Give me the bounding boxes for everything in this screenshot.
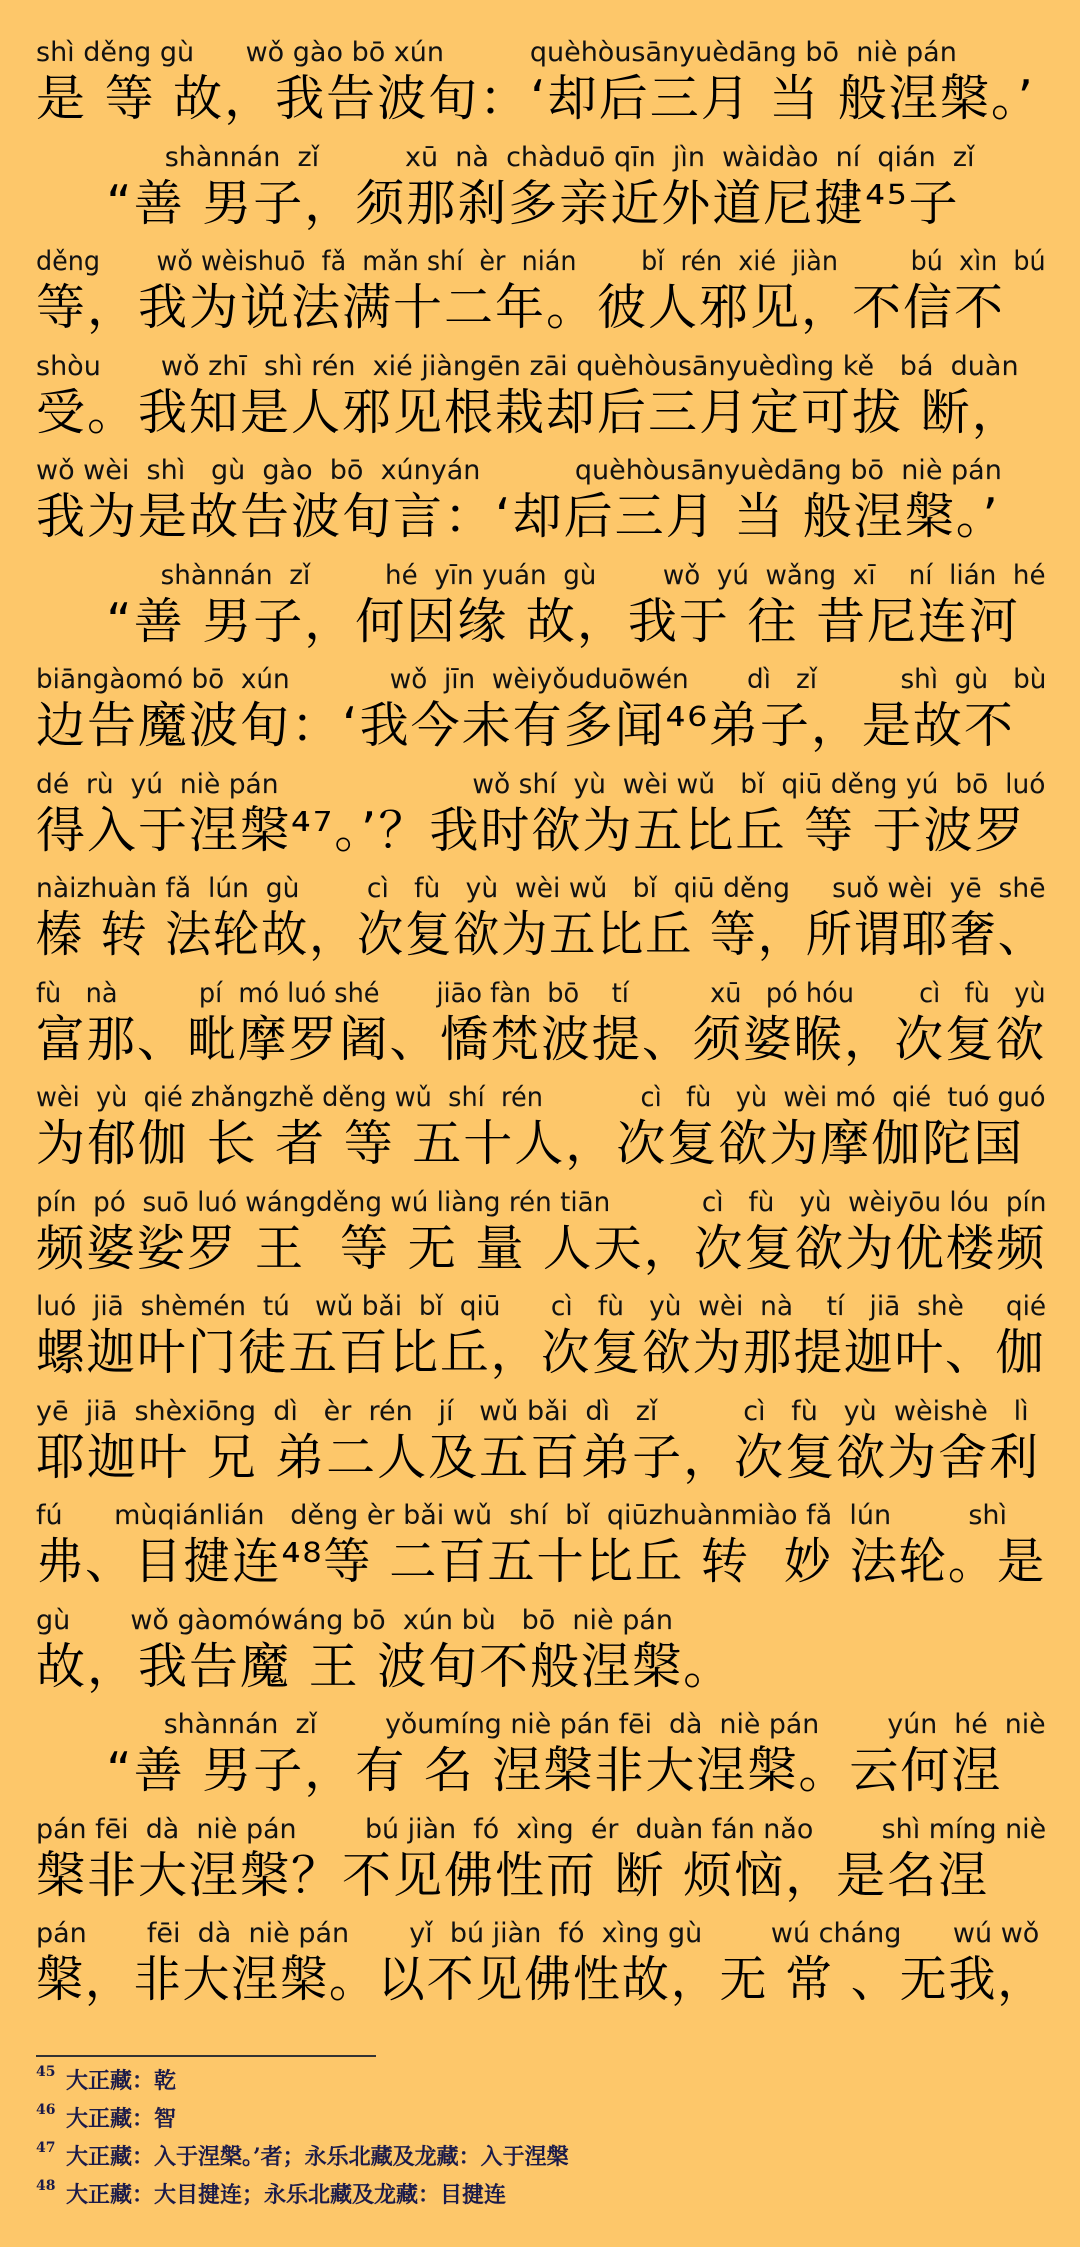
hanzi-text: 是 等 故，我告波旬：‘却后三月 当 般涅槃。’ bbox=[36, 70, 1035, 127]
hanzi-text: 耶迦叶 兄 弟二人及五百弟子，次复欲为舍利 bbox=[36, 1428, 1041, 1486]
footnotes bbox=[36, 2062, 1036, 2214]
text-line bbox=[36, 141, 1056, 246]
text-line bbox=[36, 977, 1056, 1082]
footnote-number: 46 bbox=[36, 2102, 56, 2118]
pinyin-annotation: pín pó suō luó wángděng wú liàng rén tiān cì fù yù wèiyōu lóu pín bbox=[36, 1186, 1047, 1218]
footnote-text: 大正藏：入于涅槃。’者；永乐北藏及龙藏：入于涅槃 bbox=[66, 2144, 569, 2170]
pinyin-annotation: pán fēi dà niè pán bú jiàn fó xìng ér duàn fán nǎo shì míng niè bbox=[36, 1813, 1047, 1845]
hanzi-text: 榛 转 法轮故，次复欲为五比丘 等，所谓耶奢、 bbox=[36, 906, 1046, 963]
pinyin-annotation: gù wǒ gàomówáng bō xún bù bō niè pán bbox=[36, 1604, 674, 1636]
hanzi-text: 得入于涅槃⁴⁷。’？我时欲为五比丘 等 于波罗 bbox=[36, 801, 1026, 859]
pinyin-annotation: wǒ wèi shì gù gào bō xúnyán quèhòusānyuèdāng bō niè pán bbox=[36, 455, 1002, 486]
pinyin-annotation: nàizhuàn fǎ lún gù cì fù yù wèi wǔ bǐ qiū děng suǒ wèi yē shē bbox=[36, 873, 1046, 904]
text-line bbox=[36, 1395, 1056, 1500]
pinyin-annotation: shànnán zǐ yǒumíng niè pán fēi dà niè pán yún hé niè bbox=[36, 1709, 1046, 1740]
pinyin-annotation: fú mùqiánlián děng èr bǎi wǔ shí bǐ qiūzhuànmiào fǎ lún shì bbox=[36, 1500, 1008, 1531]
hanzi-text: “善 男子，何因缘 故，我于 往 昔尼连河 bbox=[36, 592, 1020, 650]
text-line bbox=[36, 872, 1056, 977]
text-line bbox=[36, 1499, 1056, 1604]
text-line bbox=[36, 1708, 1056, 1813]
hanzi-text: 为郁伽 长 者 等 五十人，次复欲为摩伽陀国 bbox=[36, 1115, 1025, 1172]
text-line bbox=[36, 1186, 1056, 1291]
footnote-divider bbox=[36, 2055, 376, 2057]
footnote-number: 48 bbox=[36, 2178, 56, 2194]
text-line bbox=[36, 1081, 1056, 1186]
text-line bbox=[36, 1813, 1056, 1918]
footnote bbox=[36, 2138, 1036, 2176]
pinyin-annotation: dé rù yú niè pán wǒ shí yù wèi wǔ bǐ qiū děng yú bō luó bbox=[36, 768, 1046, 800]
hanzi-text: “善 男子，须那刹多亲近外道尼揵⁴⁵子 bbox=[36, 174, 960, 232]
hanzi-text: 受。我知是人邪见根栽却后三月定可拔 断， bbox=[36, 383, 1023, 441]
text-line bbox=[36, 1604, 1056, 1709]
pinyin-annotation: shòu wǒ zhī shì rén xié jiàngēn zāi quèhòusānyuèdìng kě bá duàn bbox=[36, 350, 1019, 382]
text-line bbox=[36, 1917, 1056, 2022]
pinyin-annotation: luó jiā shèmén tú wǔ bǎi bǐ qiū cì fù yù wèi nà tí jiā shè qié bbox=[36, 1291, 1047, 1322]
hanzi-text: 弗、目揵连⁴⁸等 二百五十比丘 转 妙 法轮。是 bbox=[36, 1533, 1047, 1590]
pinyin-annotation: shì děng gù wǒ gào bō xún quèhòusānyuèdāng bō niè pán bbox=[36, 37, 957, 68]
text-line bbox=[36, 36, 1056, 141]
text-line bbox=[36, 768, 1056, 873]
footnote-number: 47 bbox=[36, 2140, 56, 2156]
hanzi-text: 等，我为说法满十二年。彼人邪见，不信不 bbox=[36, 279, 1006, 336]
text-line bbox=[36, 559, 1056, 664]
footnote-number: 45 bbox=[36, 2064, 56, 2080]
footnote-text: 大正藏：乾 bbox=[66, 2068, 177, 2094]
hanzi-text: 频婆娑罗 王 等 无 量 人天，次复欲为优楼频 bbox=[36, 1219, 1047, 1277]
hanzi-text: 故，我告魔 王 波旬不般涅槃。 bbox=[36, 1637, 735, 1695]
footnote bbox=[36, 2100, 1036, 2138]
pinyin-annotation: pán fēi dà niè pán yǐ bú jiàn fó xìng gù wú cháng wú wǒ bbox=[36, 1918, 1040, 1949]
hanzi-text: 我为是故告波旬言：‘却后三月 当 般涅槃。’ bbox=[36, 488, 1000, 545]
text-line bbox=[36, 245, 1056, 350]
text-line bbox=[36, 663, 1056, 768]
footnote bbox=[36, 2062, 1036, 2100]
hanzi-text: “善 男子，有 名 涅槃非大涅槃。云何涅 bbox=[36, 1742, 1003, 1799]
pinyin-annotation: fù nà pí mó luó shé jiāo fàn bō tí xū pó hóu cì fù yù bbox=[36, 977, 1046, 1009]
pinyin-annotation: biāngàomó bō xún wǒ jīn wèiyǒuduōwén dì zǐ shì gù bù bbox=[36, 664, 1047, 695]
footnote bbox=[36, 2176, 1036, 2214]
pinyin-annotation: yē jiā shèxiōng dì èr rén jí wǔ bǎi dì zǐ cì fù yù wèishè lì bbox=[36, 1395, 1029, 1427]
hanzi-text: 富那、毗摩罗阇、憍梵波提、须婆睺，次复欲 bbox=[36, 1010, 1047, 1068]
hanzi-text: 槃，非大涅槃。以不见佛性故，无 常 、无我， bbox=[36, 1951, 1047, 2008]
hanzi-text: 边告魔波旬：‘我今未有多闻⁴⁶弟子，是故不 bbox=[36, 697, 1015, 754]
pinyin-annotation: shànnán zǐ xū nà chàduō qīn jìn wàidào ní qián zǐ bbox=[36, 141, 975, 173]
footnote-text: 大正藏：大目揵连；永乐北藏及龙藏：目揵连 bbox=[66, 2182, 507, 2208]
footnote-text: 大正藏：智 bbox=[66, 2106, 177, 2132]
text-line bbox=[36, 454, 1056, 559]
hanzi-text: 螺迦叶门徒五百比丘，次复欲为那提迦叶、伽 bbox=[36, 1324, 1047, 1381]
sutra-text bbox=[36, 36, 1056, 2022]
pinyin-annotation: děng wǒ wèishuō fǎ mǎn shí èr nián bǐ rén xié jiàn bú xìn bú bbox=[36, 246, 1046, 277]
text-line bbox=[36, 350, 1056, 455]
text-line bbox=[36, 1290, 1056, 1395]
pinyin-annotation: wèi yù qié zhǎngzhě děng wǔ shí rén cì fù yù wèi mó qié tuó guó bbox=[36, 1082, 1046, 1113]
pinyin-annotation: shànnán zǐ hé yīn yuán gù wǒ yú wǎng xī ní lián hé bbox=[36, 559, 1046, 591]
hanzi-text: 槃非大涅槃？不见佛性而 断 烦恼，是名涅 bbox=[36, 1846, 990, 1904]
